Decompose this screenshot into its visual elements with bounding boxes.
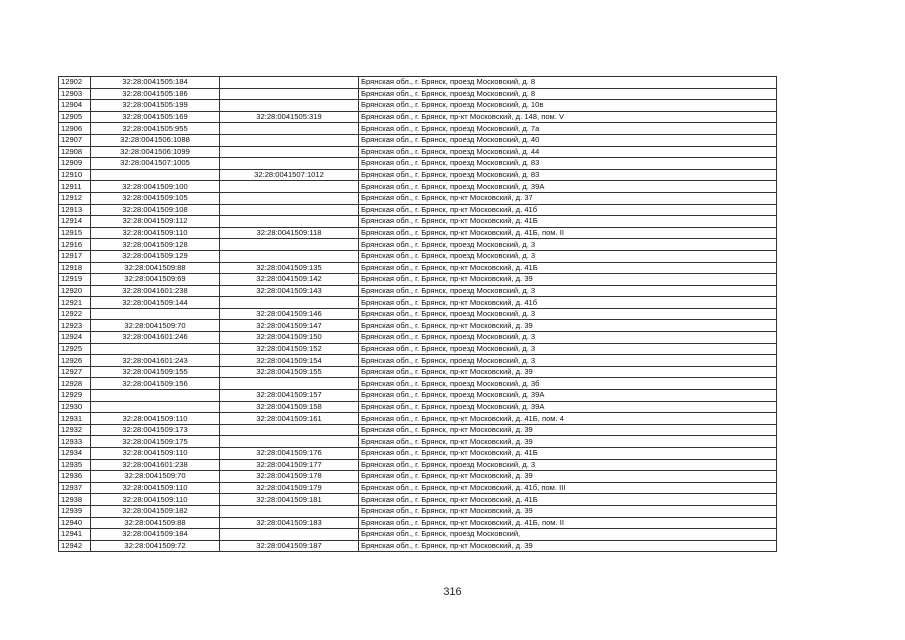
- building-cadastral-cell: 32:28:0041509:161: [220, 413, 359, 425]
- row-number-cell: 12912: [59, 192, 91, 204]
- row-number-cell: 12916: [59, 239, 91, 251]
- table-row: [59, 216, 777, 228]
- table-row: [59, 424, 777, 436]
- cadastral-number-cell: 32:28:0041507:1005: [91, 158, 220, 170]
- row-number-cell: 12905: [59, 111, 91, 123]
- address-cell: Брянская обл., г. Брянск, пр-кт Московский, д. 39: [359, 505, 777, 517]
- building-cadastral-cell: 32:28:0041509:177: [220, 459, 359, 471]
- address-cell: Брянская обл., г. Брянск, пр-кт Московский, д. 41Б: [359, 216, 777, 228]
- cadastral-number-cell: 32:28:0041509:144: [91, 297, 220, 309]
- row-number-cell: 12907: [59, 134, 91, 146]
- table-row: [59, 158, 777, 170]
- row-number-cell: 12930: [59, 401, 91, 413]
- building-cadastral-cell: [220, 239, 359, 251]
- address-cell: Брянская обл., г. Брянск, проезд Московский, д. 44: [359, 146, 777, 158]
- table-row: [59, 204, 777, 216]
- address-cell: Брянская обл., г. Брянск, проезд Московский, д. 3: [359, 355, 777, 367]
- registry-table-body: [59, 77, 777, 552]
- building-cadastral-cell: [220, 77, 359, 89]
- building-cadastral-cell: [220, 181, 359, 193]
- table-row: [59, 181, 777, 193]
- building-cadastral-cell: [220, 123, 359, 135]
- row-number-cell: 12919: [59, 274, 91, 286]
- table-row: [59, 146, 777, 158]
- table-row: [59, 482, 777, 494]
- building-cadastral-cell: [220, 192, 359, 204]
- table-row: [59, 262, 777, 274]
- building-cadastral-cell: 32:28:0041509:179: [220, 482, 359, 494]
- address-cell: Брянская обл., г. Брянск, пр-кт Московский, д. 41Б, пом. II: [359, 517, 777, 529]
- address-cell: Брянская обл., г. Брянск, проезд Московский, д. 3б: [359, 378, 777, 390]
- building-cadastral-cell: 32:28:0041507:1012: [220, 169, 359, 181]
- row-number-cell: 12932: [59, 424, 91, 436]
- row-number-cell: 12939: [59, 505, 91, 517]
- cadastral-number-cell: 32:28:0041509:88: [91, 517, 220, 529]
- table-row: [59, 366, 777, 378]
- cadastral-number-cell: 32:28:0041509:128: [91, 239, 220, 251]
- cadastral-number-cell: 32:28:0041506:1088: [91, 134, 220, 146]
- row-number-cell: 12928: [59, 378, 91, 390]
- building-cadastral-cell: [220, 216, 359, 228]
- address-cell: Брянская обл., г. Брянск, проезд Московский, д. 8: [359, 88, 777, 100]
- address-cell: Брянская обл., г. Брянск, пр-кт Московский, д. 41Б: [359, 262, 777, 274]
- table-row: [59, 134, 777, 146]
- building-cadastral-cell: [220, 436, 359, 448]
- address-cell: Брянская обл., г. Брянск, проезд Московский, д. 3: [359, 332, 777, 344]
- cadastral-number-cell: 32:28:0041601:238: [91, 459, 220, 471]
- cadastral-number-cell: 32:28:0041509:108: [91, 204, 220, 216]
- address-cell: Брянская обл., г. Брянск, проезд Московский, д. 3: [359, 459, 777, 471]
- cadastral-number-cell: 32:28:0041509:155: [91, 366, 220, 378]
- table-row: [59, 297, 777, 309]
- cadastral-number-cell: 32:28:0041509:129: [91, 250, 220, 262]
- table-row: [59, 517, 777, 529]
- table-row: [59, 285, 777, 297]
- cadastral-number-cell: 32:28:0041505:184: [91, 77, 220, 89]
- building-cadastral-cell: [220, 378, 359, 390]
- table-row: [59, 111, 777, 123]
- building-cadastral-cell: [220, 146, 359, 158]
- cadastral-number-cell: 32:28:0041509:175: [91, 436, 220, 448]
- building-cadastral-cell: [220, 158, 359, 170]
- table-row: [59, 529, 777, 541]
- address-cell: Брянская обл., г. Брянск, пр-кт Московский, д. 41б: [359, 204, 777, 216]
- building-cadastral-cell: [220, 529, 359, 541]
- cadastral-number-cell: 32:28:0041509:110: [91, 448, 220, 460]
- cadastral-number-cell: 32:28:0041509:105: [91, 192, 220, 204]
- cadastral-number-cell: [91, 308, 220, 320]
- address-cell: Брянская обл., г. Брянск, проезд Московский, д. 3: [359, 250, 777, 262]
- cadastral-number-cell: 32:28:0041505:199: [91, 100, 220, 112]
- row-number-cell: 12936: [59, 471, 91, 483]
- table-row: [59, 332, 777, 344]
- address-cell: Брянская обл., г. Брянск, пр-кт Московский, д. 39: [359, 274, 777, 286]
- row-number-cell: 12929: [59, 390, 91, 402]
- row-number-cell: 12940: [59, 517, 91, 529]
- row-number-cell: 12915: [59, 227, 91, 239]
- building-cadastral-cell: 32:28:0041509:150: [220, 332, 359, 344]
- row-number-cell: 12924: [59, 332, 91, 344]
- table-row: [59, 505, 777, 517]
- cadastral-number-cell: 32:28:0041509:70: [91, 320, 220, 332]
- cadastral-number-cell: 32:28:0041505:955: [91, 123, 220, 135]
- table-row: [59, 494, 777, 506]
- row-number-cell: 12914: [59, 216, 91, 228]
- cadastral-number-cell: 32:28:0041509:100: [91, 181, 220, 193]
- building-cadastral-cell: [220, 250, 359, 262]
- building-cadastral-cell: [220, 505, 359, 517]
- table-row: [59, 88, 777, 100]
- cadastral-number-cell: 32:28:0041509:110: [91, 227, 220, 239]
- row-number-cell: 12926: [59, 355, 91, 367]
- row-number-cell: 12925: [59, 343, 91, 355]
- table-row: [59, 77, 777, 89]
- cadastral-number-cell: [91, 169, 220, 181]
- row-number-cell: 12927: [59, 366, 91, 378]
- row-number-cell: 12902: [59, 77, 91, 89]
- cadastral-number-cell: [91, 401, 220, 413]
- table-row: [59, 239, 777, 251]
- table-row: [59, 192, 777, 204]
- cadastral-number-cell: 32:28:0041509:110: [91, 482, 220, 494]
- address-cell: Брянская обл., г. Брянск, проезд Московский, д. 3: [359, 343, 777, 355]
- building-cadastral-cell: 32:28:0041509:178: [220, 471, 359, 483]
- page-number: 316: [443, 586, 462, 598]
- building-cadastral-cell: 32:28:0041509:143: [220, 285, 359, 297]
- address-cell: Брянская обл., г. Брянск, пр-кт Московский, д. 39: [359, 540, 777, 552]
- table-row: [59, 459, 777, 471]
- building-cadastral-cell: 32:28:0041509:147: [220, 320, 359, 332]
- row-number-cell: 12921: [59, 297, 91, 309]
- building-cadastral-cell: 32:28:0041509:181: [220, 494, 359, 506]
- address-cell: Брянская обл., г. Брянск, пр-кт Московский, д. 39: [359, 471, 777, 483]
- registry-table: [58, 76, 777, 552]
- address-cell: Брянская обл., г. Брянск, пр-кт Московский, д. 41б: [359, 297, 777, 309]
- address-cell: Брянская обл., г. Брянск, проезд Московский, д. 3: [359, 308, 777, 320]
- table-row: [59, 448, 777, 460]
- building-cadastral-cell: 32:28:0041509:152: [220, 343, 359, 355]
- row-number-cell: 12937: [59, 482, 91, 494]
- row-number-cell: 12917: [59, 250, 91, 262]
- table-row: [59, 540, 777, 552]
- table-row: [59, 390, 777, 402]
- table-row: [59, 355, 777, 367]
- building-cadastral-cell: [220, 424, 359, 436]
- row-number-cell: 12906: [59, 123, 91, 135]
- cadastral-number-cell: 32:28:0041509:110: [91, 413, 220, 425]
- address-cell: Брянская обл., г. Брянск, пр-кт Московский, д. 41Б, пом. II: [359, 227, 777, 239]
- row-number-cell: 12933: [59, 436, 91, 448]
- building-cadastral-cell: 32:28:0041509:157: [220, 390, 359, 402]
- cadastral-number-cell: 32:28:0041509:112: [91, 216, 220, 228]
- building-cadastral-cell: 32:28:0041509:118: [220, 227, 359, 239]
- table-row: [59, 436, 777, 448]
- table-row: [59, 413, 777, 425]
- cadastral-number-cell: 32:28:0041509:173: [91, 424, 220, 436]
- row-number-cell: 12923: [59, 320, 91, 332]
- cadastral-number-cell: 32:28:0041601:246: [91, 332, 220, 344]
- address-cell: Брянская обл., г. Брянск, проезд Московский, д. 3: [359, 239, 777, 251]
- address-cell: Брянская обл., г. Брянск, пр-кт Московский, д. 41Б, пом. 4: [359, 413, 777, 425]
- address-cell: Брянская обл., г. Брянск, проезд Московский, д. 3: [359, 285, 777, 297]
- address-cell: Брянская обл., г. Брянск, проезд Московский, д. 39А: [359, 390, 777, 402]
- row-number-cell: 12941: [59, 529, 91, 541]
- building-cadastral-cell: 32:28:0041509:187: [220, 540, 359, 552]
- cadastral-number-cell: 32:28:0041601:238: [91, 285, 220, 297]
- address-cell: Брянская обл., г. Брянск, проезд Московский, д. 39А: [359, 181, 777, 193]
- cadastral-number-cell: 32:28:0041505:169: [91, 111, 220, 123]
- cadastral-number-cell: 32:28:0041509:70: [91, 471, 220, 483]
- cadastral-number-cell: 32:28:0041509:69: [91, 274, 220, 286]
- row-number-cell: 12908: [59, 146, 91, 158]
- address-cell: Брянская обл., г. Брянск, пр-кт Московский, д. 39: [359, 320, 777, 332]
- row-number-cell: 12938: [59, 494, 91, 506]
- building-cadastral-cell: 32:28:0041509:183: [220, 517, 359, 529]
- address-cell: Брянская обл., г. Брянск, проезд Московский, д. 39А: [359, 401, 777, 413]
- row-number-cell: 12922: [59, 308, 91, 320]
- address-cell: Брянская обл., г. Брянск, пр-кт Московский, д. 39: [359, 366, 777, 378]
- cadastral-number-cell: 32:28:0041509:72: [91, 540, 220, 552]
- cadastral-number-cell: 32:28:0041509:184: [91, 529, 220, 541]
- row-number-cell: 12910: [59, 169, 91, 181]
- address-cell: Брянская обл., г. Брянск, проезд Московский,: [359, 529, 777, 541]
- address-cell: Брянская обл., г. Брянск, проезд Московский, д. 8: [359, 77, 777, 89]
- building-cadastral-cell: 32:28:0041505:319: [220, 111, 359, 123]
- address-cell: Брянская обл., г. Брянск, проезд Московский, д. 7а: [359, 123, 777, 135]
- table-row: [59, 123, 777, 135]
- cadastral-number-cell: 32:28:0041509:182: [91, 505, 220, 517]
- table-row: [59, 401, 777, 413]
- cadastral-number-cell: 32:28:0041505:186: [91, 88, 220, 100]
- building-cadastral-cell: [220, 88, 359, 100]
- address-cell: Брянская обл., г. Брянск, проезд Московский, д. 83: [359, 158, 777, 170]
- table-row: [59, 227, 777, 239]
- address-cell: Брянская обл., г. Брянск, проезд Московский, д. 83: [359, 169, 777, 181]
- building-cadastral-cell: 32:28:0041509:146: [220, 308, 359, 320]
- table-row: [59, 378, 777, 390]
- cadastral-number-cell: 32:28:0041506:1099: [91, 146, 220, 158]
- table-row: [59, 250, 777, 262]
- row-number-cell: 12911: [59, 181, 91, 193]
- cadastral-number-cell: 32:28:0041509:88: [91, 262, 220, 274]
- table-row: [59, 471, 777, 483]
- table-row: [59, 343, 777, 355]
- table-row: [59, 308, 777, 320]
- table-row: [59, 169, 777, 181]
- row-number-cell: 12918: [59, 262, 91, 274]
- address-cell: Брянская обл., г. Брянск, пр-кт Московский, д. 148, пом. V: [359, 111, 777, 123]
- building-cadastral-cell: 32:28:0041509:142: [220, 274, 359, 286]
- building-cadastral-cell: 32:28:0041509:176: [220, 448, 359, 460]
- address-cell: Брянская обл., г. Брянск, пр-кт Московский, д. 39: [359, 436, 777, 448]
- building-cadastral-cell: [220, 134, 359, 146]
- table-row: [59, 320, 777, 332]
- address-cell: Брянская обл., г. Брянск, пр-кт Московский, д. 41Б: [359, 494, 777, 506]
- row-number-cell: 12904: [59, 100, 91, 112]
- address-cell: Брянская обл., г. Брянск, проезд Московский, д. 10в: [359, 100, 777, 112]
- building-cadastral-cell: 32:28:0041509:135: [220, 262, 359, 274]
- building-cadastral-cell: 32:28:0041509:158: [220, 401, 359, 413]
- cadastral-number-cell: 32:28:0041509:156: [91, 378, 220, 390]
- address-cell: Брянская обл., г. Брянск, пр-кт Московский, д. 39: [359, 424, 777, 436]
- address-cell: Брянская обл., г. Брянск, пр-кт Московский, д. 41Б: [359, 448, 777, 460]
- address-cell: Брянская обл., г. Брянск, пр-кт Московский, д. 41б, пом. III: [359, 482, 777, 494]
- table-row: [59, 274, 777, 286]
- row-number-cell: 12909: [59, 158, 91, 170]
- row-number-cell: 12913: [59, 204, 91, 216]
- cadastral-number-cell: [91, 390, 220, 402]
- row-number-cell: 12931: [59, 413, 91, 425]
- address-cell: Брянская обл., г. Брянск, пр-кт Московский, д. 37: [359, 192, 777, 204]
- row-number-cell: 12903: [59, 88, 91, 100]
- cadastral-number-cell: [91, 343, 220, 355]
- cadastral-number-cell: 32:28:0041601:243: [91, 355, 220, 367]
- row-number-cell: 12920: [59, 285, 91, 297]
- table-row: [59, 100, 777, 112]
- row-number-cell: 12934: [59, 448, 91, 460]
- building-cadastral-cell: 32:28:0041509:155: [220, 366, 359, 378]
- row-number-cell: 12935: [59, 459, 91, 471]
- building-cadastral-cell: [220, 100, 359, 112]
- building-cadastral-cell: [220, 297, 359, 309]
- cadastral-number-cell: 32:28:0041509:110: [91, 494, 220, 506]
- row-number-cell: 12942: [59, 540, 91, 552]
- building-cadastral-cell: 32:28:0041509:154: [220, 355, 359, 367]
- address-cell: Брянская обл., г. Брянск, проезд Московский, д. 40: [359, 134, 777, 146]
- building-cadastral-cell: [220, 204, 359, 216]
